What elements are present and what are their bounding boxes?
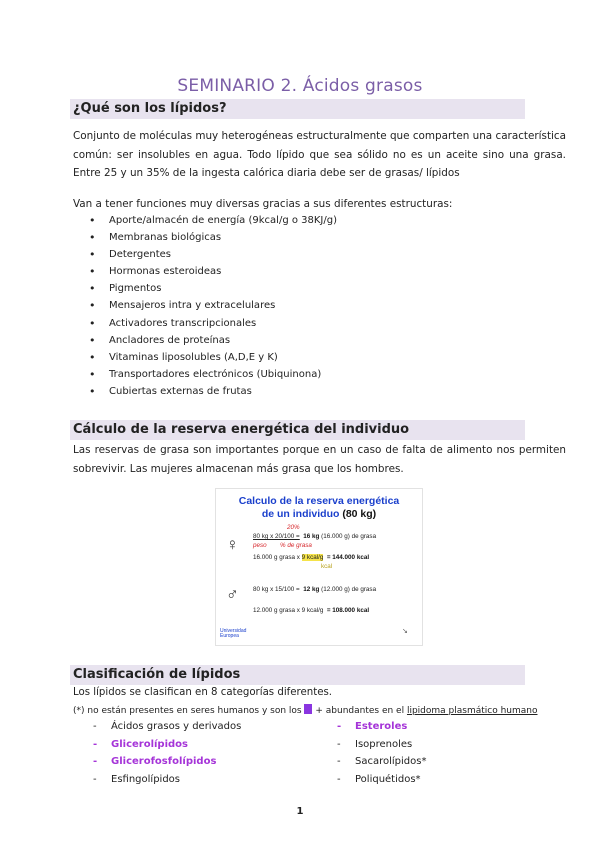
note-part-b: + abundantes en el [315, 706, 405, 716]
functions-list [73, 212, 337, 400]
paragraph-reserva: Las reservas de grasa son importantes porque en un caso de falta de alimento nos permiten sobrevivir. Las mujeres almacenan más grasa que los hombres. [73, 444, 566, 475]
annotation-grasa: % de grasa [280, 542, 312, 549]
list-item: • Detergentes [73, 246, 337, 263]
male-calc-line1 [253, 586, 376, 593]
logo-line1: Universidad [220, 628, 247, 634]
list-item: • Activadores transcripcionales [73, 315, 337, 332]
female-calc-line2-bold: = 144.000 kcal [326, 554, 370, 561]
male-calc-line2 [253, 607, 369, 614]
classification-intro: Los lípidos se clasifican en 8 categorías diferentes. [73, 687, 333, 698]
figure-title-line2b: (80 kg) [342, 508, 377, 520]
annotation-peso: peso [253, 542, 267, 549]
annotation-percent: 20% [287, 524, 300, 531]
male-calc-line1-left: 80 kg x 15/100 = [253, 586, 300, 593]
list-item: - Sacarolípidos* [337, 753, 426, 771]
annotation-kcal: kcal [321, 563, 333, 570]
classification-list-right [337, 718, 426, 788]
list-item: - Esteroles [337, 718, 426, 736]
classification-note [73, 704, 538, 716]
reserve-calculation-figure [215, 488, 423, 646]
section-heading-reserva: Cálculo de la reserva energética del individuo [70, 420, 525, 440]
list-item: • Hormonas esteroideas [73, 263, 337, 280]
male-calc-line2-bold: = 108.000 kcal [326, 607, 370, 614]
male-symbol-icon: ♂ [226, 585, 239, 604]
list-item: • Pigmentos [73, 280, 337, 297]
page-title: SEMINARIO 2. Ácidos grasos [177, 76, 423, 96]
list-item: - Ácidos grasos y derivados [93, 718, 241, 736]
list-item: - Isoprenoles [337, 736, 426, 754]
figure-title-line2a: de un individuo [261, 508, 340, 520]
female-symbol-icon: ♀ [226, 535, 239, 554]
male-calc-line2-left: 12.000 g grasa x 9 kcal/g [253, 607, 324, 614]
female-calc-line2-left: 16.000 g grasa x [253, 554, 300, 561]
figure-title-line2 [216, 508, 422, 521]
list-item: • Mensajeros intra y extracelulares [73, 297, 337, 314]
female-calc-line1 [253, 533, 376, 540]
male-calc-line1-bold: 12 kg [303, 586, 320, 593]
list-item: - Glicerolípidos [93, 736, 241, 754]
classification-list-left [93, 718, 241, 788]
note-part-c: lipidoma plasmático humano [406, 706, 538, 716]
figure-title [216, 495, 422, 521]
paragraph-lipidos: Conjunto de moléculas muy heterogéneas estructuralmente que comparten una característica común: ser insolubles en agua. Todo lípido que sea sólido no es un aceite sino una grasa. Entre 25 y un 35% de la ingesta calórica diaria debe ser de grasas/ lípidos [73, 130, 566, 179]
corner-arrow-icon: ↘ [402, 628, 408, 635]
male-calc-line1-right: (12.000 g) de grasa [321, 586, 377, 593]
list-item: - Poliquétidos* [337, 771, 426, 789]
university-logo [220, 629, 246, 639]
list-item: • Vitaminas liposolubles (A,D,E y K) [73, 349, 337, 366]
page-number: 1 [296, 806, 304, 817]
female-calc-line1-bold: 16 kg [303, 533, 320, 540]
female-calc-line1-left: 80 kg x 20/100 = [253, 533, 300, 540]
list-item: • Cubiertas externas de frutas [73, 383, 337, 400]
functions-intro: Van a tener funciones muy diversas gracias a sus diferentes estructuras: [73, 198, 453, 210]
list-item: • Membranas biológicas [73, 229, 337, 246]
list-item: • Transportadores electrónicos (Ubiquinona) [73, 366, 337, 383]
purple-marker-icon [304, 704, 312, 714]
list-item: - Esfingolípidos [93, 771, 241, 789]
section-heading-clasificacion: Clasificación de lípidos [70, 665, 525, 685]
figure-title-line1: Calculo de la reserva energética [238, 495, 400, 507]
list-item: • Ancladores de proteínas [73, 332, 337, 349]
section-heading-lipidos: ¿Qué son los lípidos? [70, 99, 525, 119]
female-calc-line2 [253, 554, 369, 561]
logo-line2: Europea [220, 633, 239, 639]
list-item: • Aporte/almacén de energía (9kcal/g o 38KJ/g) [73, 212, 337, 229]
female-calc-line2-highlight: 9 kcal/g [301, 554, 324, 561]
note-part-a: (*) no están presentes en seres humanos y son los [73, 706, 302, 716]
female-calc-line1-right: (16.000 g) de grasa [321, 533, 377, 540]
list-item: - Glicerofosfolípidos [93, 753, 241, 771]
